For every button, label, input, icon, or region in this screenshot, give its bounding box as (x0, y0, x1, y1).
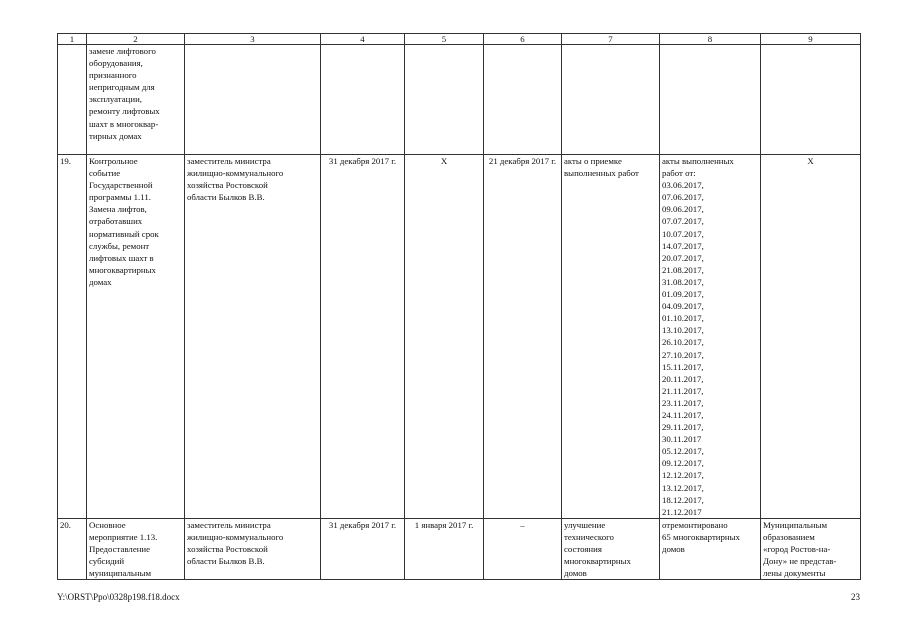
col-number-9: 9 (761, 34, 861, 45)
cont-cell-2 (87, 45, 185, 155)
row20-responsible: заместитель министра жилищно-коммунального хозяйства Ростовской области Былков В.В. (185, 518, 321, 579)
table-row-20 (58, 518, 861, 579)
cont-cell-8 (660, 45, 761, 155)
cont-cell-1 (58, 45, 87, 155)
row20-number: 20. (58, 518, 87, 579)
col-number-1: 1 (58, 34, 87, 45)
cont-cell-6 (484, 45, 562, 155)
row20-event: Основное мероприятие 1.13. Предоставление субсидий муниципальным (89, 519, 158, 579)
cont-cell-3 (185, 45, 321, 155)
footer-page-number: 23 (851, 592, 860, 602)
row19-result-planned: акты о приемке выполненных работ (562, 155, 660, 519)
row20-result-planned: улучшение технического состояния многоквартирных домов (564, 519, 631, 579)
row20-result-planned-cell (562, 518, 660, 579)
col-number-5: 5 (405, 34, 484, 45)
row19-event: Контрольное событие Государственной программы 1.11. Замена лифтов, отработавших нормативный срок службы, ремонт лифтовых шахт в многоквартирных домах (87, 155, 185, 519)
table-row-19 (58, 155, 861, 519)
table-row-continued (58, 45, 861, 155)
col-number-3: 3 (185, 34, 321, 45)
row19-actual-date: 21 декабря 2017 г. (484, 155, 562, 519)
row19-responsible: заместитель министра жилищно-коммунального хозяйства Ростовской области Былков В.В. (185, 155, 321, 519)
row19-actual-start: Х (405, 155, 484, 519)
row20-reasons: Муниципальным образованием «город Ростов-на- Дону» не представ- лены документы (763, 519, 837, 579)
col-number-2: 2 (87, 34, 185, 45)
col-number-7: 7 (562, 34, 660, 45)
row19-result-actual: акты выполненных работ от: 03.06.2017, 07.06.2017, 09.06.2017, 07.07.2017, 10.07.2017, 14.07.2017, 20.07.2017, 21.08.2017, 31.08.2017, 01.09.2017, 04.09.2017, 01.10.2017, 13.10.2017, 26.10.2017, 27.10.2017, 15.11.2017, 20.11.2017, 21.11.2017, 23.11.2017, 24.11.2017, 29.11.2017, 30.11.2017 05.12.2017, 09.12.2017, 12.12.2017, 13.12.2017, 18.12.2017, 21.12.2017 (660, 155, 761, 519)
row19-number: 19. (58, 155, 87, 519)
cont-cell-5 (405, 45, 484, 155)
row20-result-actual: отремонтировано 65 многоквартирных домов (660, 518, 761, 579)
row20-actual-start: 1 января 2017 г. (405, 518, 484, 579)
col-number-8: 8 (660, 34, 761, 45)
row19-planned-date: 31 декабря 2017 г. (321, 155, 405, 519)
cont-cell-7 (562, 45, 660, 155)
row20-planned-date: 31 декабря 2017 г. (321, 518, 405, 579)
cont-cell-9 (761, 45, 861, 155)
row20-reasons-cell (761, 518, 861, 579)
footer-file-path: Y:\ORST\Ppo\0328p198.f18.docx (57, 592, 180, 602)
cont-description: замене лифтового оборудования, признанного непригодным для эксплуатации, ремонту лифтовых шахт в многоквар- тирных домах (89, 46, 160, 141)
document-table (57, 33, 861, 580)
row19-reasons: Х (761, 155, 861, 519)
cont-cell-4 (321, 45, 405, 155)
column-number-row (58, 34, 861, 45)
row20-actual-date: – (484, 518, 562, 579)
row20-event-cell (87, 518, 185, 579)
col-number-6: 6 (484, 34, 562, 45)
col-number-4: 4 (321, 34, 405, 45)
